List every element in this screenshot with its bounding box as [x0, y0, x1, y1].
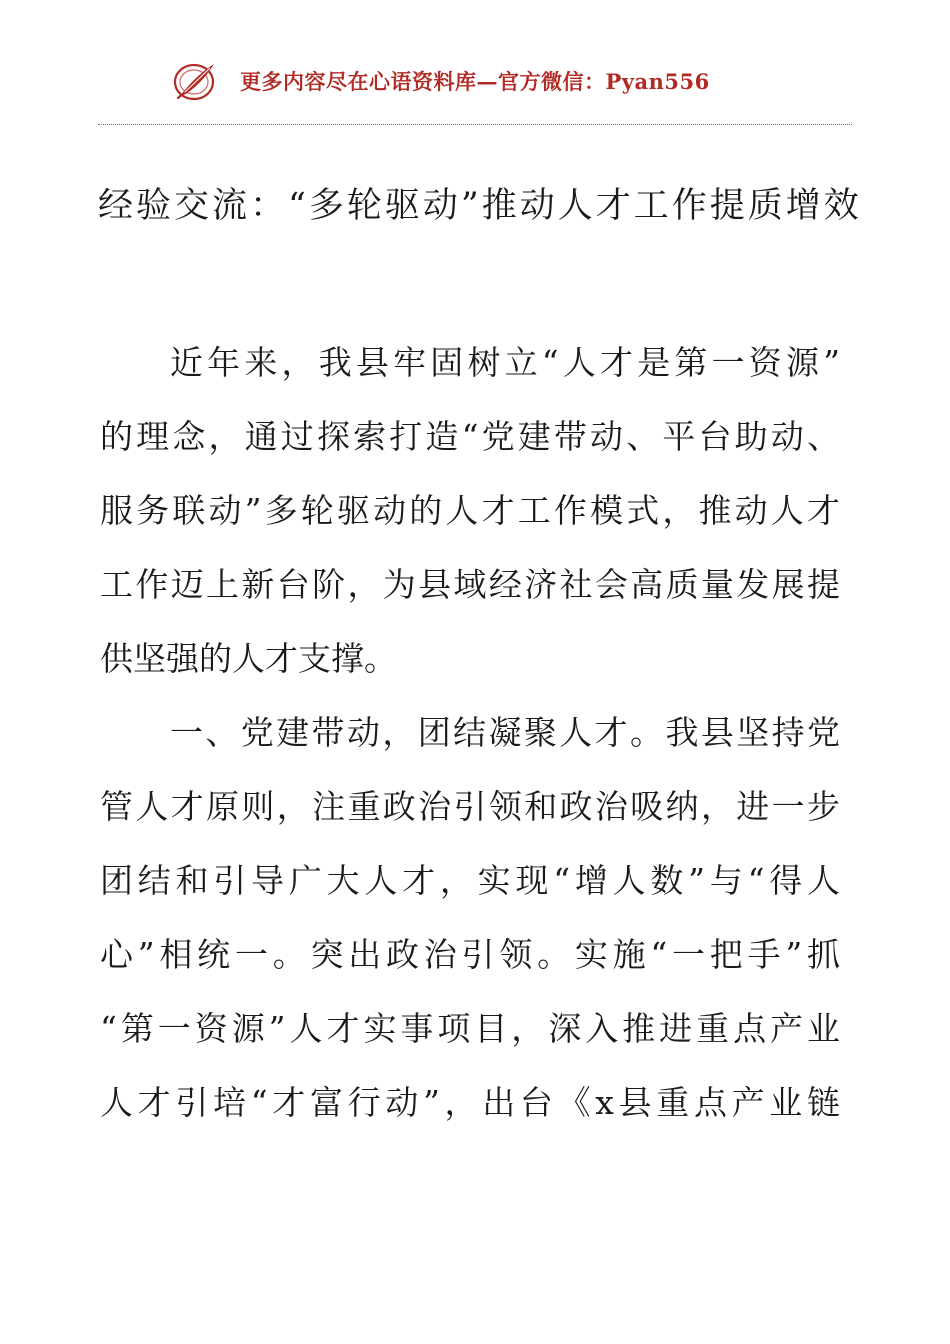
quill-pen-logo-icon [172, 60, 218, 102]
body-line: 的理念，通过探索打造“党建带动、平台助动、 [100, 417, 840, 456]
header-banner-text [240, 66, 710, 96]
document-title: 经验交流：“多轮驱动”推动人才工作提质增效 [98, 186, 862, 226]
body-line: 团结和引导广大人才，实现“增人数”与“得人 [100, 861, 840, 900]
body-line: 人才引培“才富行动”，出台《x县重点产业链 [100, 1083, 840, 1122]
header-library-name: 更多内容尽在心语资料库 [240, 69, 477, 94]
body-line: 工作迈上新台阶，为县域经济社会高质量发展提 [100, 565, 840, 604]
body-line: 心”相统一。突出政治引领。实施“一把手”抓 [100, 935, 840, 974]
header-dash: — [476, 69, 498, 94]
body-line: 供坚强的人才支撑。 [100, 639, 397, 678]
body-line: 近年来，我县牢固树立“人才是第一资源” [170, 343, 840, 382]
body-line: 管人才原则，注重政治引领和政治吸纳，进一步 [100, 787, 840, 826]
body-line: “第一资源”人才实事项目，深入推进重点产业 [100, 1009, 840, 1048]
body-line: 服务联动”多轮驱动的人才工作模式，推动人才 [100, 491, 840, 530]
header-divider [98, 124, 852, 125]
header-wechat: 官方微信：Pyan556 [498, 69, 710, 94]
document-body [100, 326, 840, 1140]
body-line: 一、党建带动，团结凝聚人才。我县坚持党 [170, 713, 840, 752]
page-header [0, 58, 950, 104]
